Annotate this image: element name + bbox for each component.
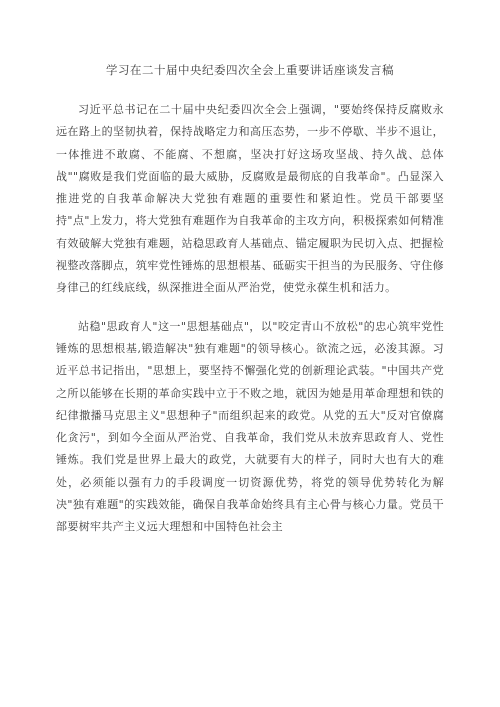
document-title: 学习在二十届中央纪委四次全会上重要讲话座谈发言稿: [106, 63, 394, 77]
paragraph-1: 习近平总书记在二十届中央纪委四次全会上强调，"要始终保持反腐败永远在路上的坚韧执着，保持战略定力和高压态势，一步不停歇、半步不退让，一体推进不敢腐、不能腐、不想腐，坚决打好这场攻坚战、持久战、总体战""腐败是我们党面临的最大威胁，反腐败是最彻底的自我革命"。凸显深入推进党的自我革命解决大党独有难题的重要性和紧迫性。党员干部要坚持"点"上发力，将大党独有难题作为自我革命的主攻方向，积极探索如何精准有效破解大党独有难题，站稳思政育人基础点、锚定履职为民切入点、把握检视整改落脚点，筑牢党性锤炼的思想根基、砥砺实干担当的为民服务、守住修身律己的红线底线，纵深推进全面从严治党，使党永葆生机和活力。: [56, 103, 444, 295]
paragraph-2: 站稳"思政育人"这一"思想基础点"，以"咬定青山不放松"的忠心筑牢党性锤炼的思想根基,锻造解决"独有难题"的领导核心。欲流之远，必浚其源。习近平总书记指出，"思想上，要坚持不懈强化党的创新理论武装。"中国共产党之所以能够在长期的革命实践中立于不败之地，就因为她是用革命理想和铁的纪律撒播马克思主义"思想种子"而组织起来的政党。从党的五大"反对官僚腐化贪污"，到如今全面从严治党、自我革命，我们党从未放弃思政育人、党性锤炼。我们党是世界上最大的政党，大就要有大的样子，同时大也有大的难处，必须能以强有力的手段调度一切资源优势，将党的领导优势转化为解决"独有难题"的实践效能，确保自我革命始终具有主心骨与核心力量。党员干部要树牢共产主义远大理想和中国特色社会主: [56, 319, 444, 534]
